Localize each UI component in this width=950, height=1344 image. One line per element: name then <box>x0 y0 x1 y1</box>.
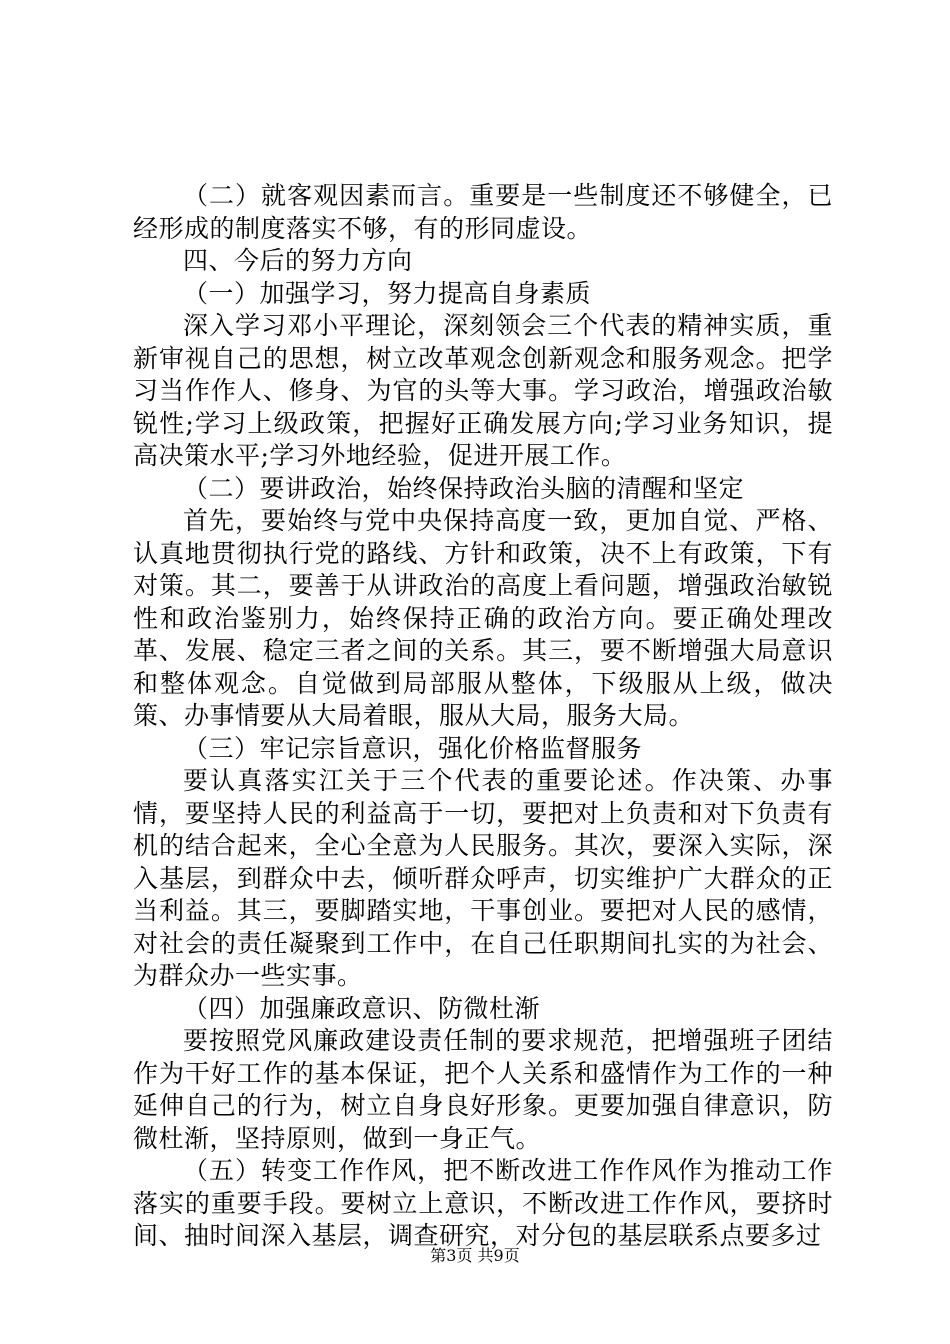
paragraph-politics-content: 首先，要始终与党中央保持高度一致，更加自觉、严格、认真地贯彻执行党的路线、方针和政策，决不上有政策，下有对策。其二，要善于从讲政治的高度上看问题，增强政治敏锐性和政治鉴别力，始终保持正确的政治方向。要正确处理改革、发展、稳定三者之间的关系。其三，要不断增强大局意识和整体观念。自觉做到局部服从整体，下级服从上级，做决策、办事情要从大局着眼，服从大局，服务大局。 <box>133 506 833 730</box>
page-number: 第3页 共9页 <box>430 1246 520 1265</box>
subheading-politics: （二）要讲政治，始终保持政治头脑的清醒和坚定 <box>183 473 745 503</box>
heading-future-direction: 四、今后的努力方向 <box>183 246 413 275</box>
subheading-integrity: （四）加强廉政意识、防微杜渐 <box>183 993 541 1023</box>
paragraph-integrity-content: 要按照党风廉政建设责任制的要求规范，把增强班子团结作为干好工作的基本保证，把个人关系和盛情作为工作的一种延伸自己的行为，树立自身良好形象。更要加强自律意识，防微杜渐，坚持原则，做到一身正气。 <box>133 1026 833 1153</box>
paragraph-section-2-objective-factors: （二）就客观因素而言。重要是一些制度还不够健全，已经形成的制度落实不够，有的形同虚设。 <box>133 181 833 243</box>
subheading-purpose-awareness: （三）牢记宗旨意识，强化价格监督服务 <box>183 733 643 763</box>
paragraph-study-content: 深入学习邓小平理论，深刻领会三个代表的精神实质，重新审视自己的思想，树立改革观念创新观念和服务观念。把学习当作作人、修身、为官的头等大事。学习政治，增强政治敏锐性;学习上级政策，把握好正确发展方向;学习业务知识，提高决策水平;学习外地经验，促进开展工作。 <box>133 311 833 470</box>
paragraph-purpose-content: 要认真落实江关于三个代表的重要论述。作决策、办事情，要坚持人民的利益高于一切，要把对上负责和对下负责有机的结合起来，全心全意为人民服务。其次，要深入实际，深入基层，到群众中去，倾听群众呼声，切实维护广大群众的正当利益。其三，要脚踏实地，干事创业。要把对人民的感情，对社会的责任凝聚到工作中，在自己任职期间扎实的为社会、为群众办一些实事。 <box>133 766 833 990</box>
paragraph-work-style: （五）转变工作作风，把不断改进工作作风作为推动工作落实的重要手段。要树立上意识，不断改进工作作风，要挤时间、抽时间深入基层，调查研究，对分包的基层联系点要多过 <box>133 1156 833 1250</box>
subheading-strengthen-study: （一）加强学习，努力提高自身素质 <box>183 278 592 308</box>
document-body <box>133 180 833 1253</box>
